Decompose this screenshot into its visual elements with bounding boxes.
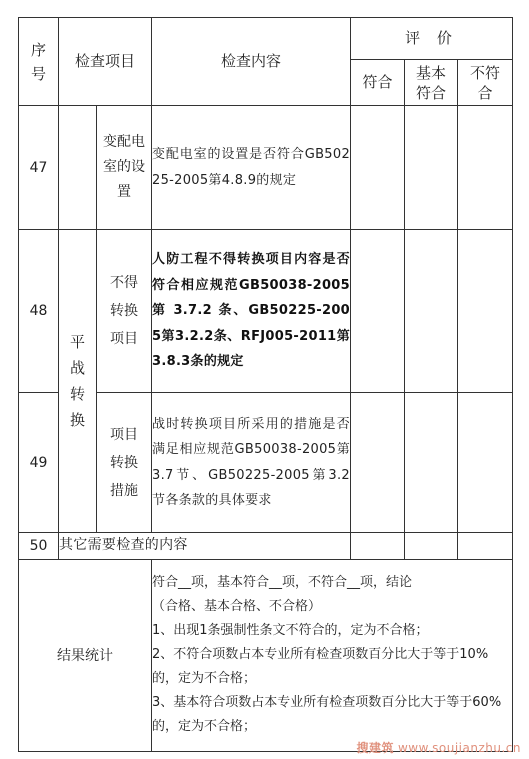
result-rule-2: 2、不符合项数占本专业所有检查项数百分比大于等于10%的，定为不合格；: [152, 647, 489, 686]
row-content: 其它需要检查的内容: [59, 533, 351, 560]
result-row: [19, 559, 513, 751]
result-summary: 符合__项，基本符合__项，不符合__项，结论 （合格、基本合格、不合格）: [152, 575, 413, 614]
cell-basic-conform[interactable]: [405, 393, 458, 533]
watermark-brand: 搜建筑: [356, 741, 394, 755]
header-evaluation: 评 价: [351, 18, 513, 60]
sub-item: 项目转换措施: [97, 393, 152, 533]
row-content: 战时转换项目所采用的措施是否满足相应规范GB50038-2005第3.7节、GB50225-2005第3.2节各条款的具体要求: [152, 393, 351, 533]
category-cell-empty: [59, 106, 97, 230]
sub-item: 变配电室的设置: [97, 106, 152, 230]
row-number: 50: [19, 533, 59, 560]
result-rule-1: 1、出现1条强制性条文不符合的，定为不合格；: [152, 623, 429, 638]
result-rule-3: 3、基本符合项数占本专业所有检查项数百分比大于等于60%的，定为不合格；: [152, 695, 502, 734]
inspection-table: [18, 17, 513, 752]
header-item: 检查项目: [59, 18, 152, 106]
cell-nonconform[interactable]: [458, 393, 513, 533]
header-conform: 符合: [351, 60, 405, 106]
cell-conform[interactable]: [351, 230, 405, 393]
header-seq: 序号: [19, 18, 59, 106]
cell-conform[interactable]: [351, 106, 405, 230]
row-number: 47: [19, 106, 59, 230]
cell-conform[interactable]: [351, 533, 405, 560]
result-label: 结果统计: [19, 559, 152, 751]
table-row: [19, 230, 513, 393]
table-row: [19, 533, 513, 560]
cell-basic-conform[interactable]: [405, 106, 458, 230]
cell-basic-conform[interactable]: [405, 533, 458, 560]
header-nonconform: 不符合: [458, 60, 513, 106]
row-content: 变配电室的设置是否符合GB50225-2005第4.8.9的规定: [152, 106, 351, 230]
cell-conform[interactable]: [351, 393, 405, 533]
header-content: 检查内容: [152, 18, 351, 106]
category-cell: 平战转换: [59, 230, 97, 533]
cell-nonconform[interactable]: [458, 106, 513, 230]
row-content: 人防工程不得转换项目内容是否符合相应规范GB50038-2005 第 3.7.2 条、GB50225-2005第3.2.2条、RFJ005-2011第3.8.3条的规定: [152, 230, 351, 393]
sub-item: 不得转换项目: [97, 230, 152, 393]
watermark: [356, 739, 521, 756]
row-number: 49: [19, 393, 59, 533]
row-number: 48: [19, 230, 59, 393]
watermark-url: www.soujianzhu.cn: [397, 741, 521, 755]
cell-nonconform[interactable]: [458, 533, 513, 560]
table-row: [19, 106, 513, 230]
result-content: [152, 559, 513, 751]
header-row-top: [19, 18, 513, 60]
cell-nonconform[interactable]: [458, 230, 513, 393]
header-basic-conform: 基本符合: [405, 60, 458, 106]
cell-basic-conform[interactable]: [405, 230, 458, 393]
